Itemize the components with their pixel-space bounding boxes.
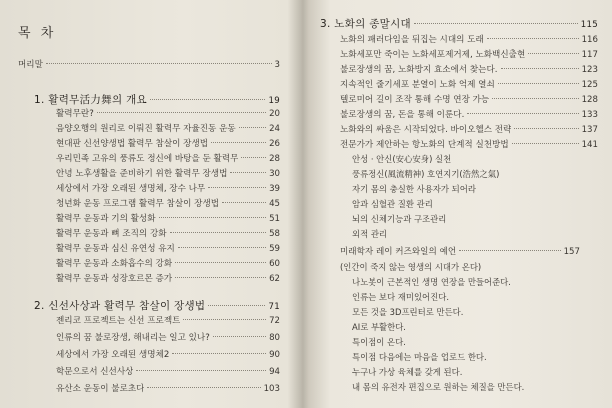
entry-label: 활력무 운동과 기의 활성화 (56, 214, 156, 224)
sub-item: 자기 몸의 충실한 사용자가 되어라 (352, 184, 476, 194)
toc-entry (340, 48, 598, 60)
leader-dots (159, 217, 267, 218)
entry-label: 활력무 운동과 성장호르몬 증가 (56, 274, 173, 284)
entry-page: 133 (581, 110, 598, 120)
entry-label: 텔로미어 길이 조작 통해 수명 연장 가능 (340, 95, 490, 105)
entry-label: 지속적인 줄기세포 분열이 노화 억제 열쇠 (340, 80, 495, 90)
sub-item: 뇌의 신체기능과 구조관리 (352, 214, 447, 224)
sub-item: 암과 심혈관 질환 관리 (352, 199, 433, 209)
entry-page: 157 (563, 247, 580, 257)
future-item: AI로 부활한다. (352, 322, 406, 332)
toc-entry (56, 272, 280, 284)
toc-title: 목 차 (18, 26, 57, 41)
leader-dots (208, 187, 266, 188)
entry-page: 90 (269, 350, 280, 360)
leader-dots (178, 247, 266, 248)
leader-dots (175, 262, 266, 263)
entry-label: 청년화 운동 프로그램 활력무 참살이 장생법 (56, 199, 220, 209)
leader-dots (175, 277, 266, 278)
toc-entry (56, 107, 280, 119)
entry-label: 세상에서 가장 오래된 생명체2 (56, 350, 170, 360)
leader-dots (150, 99, 266, 100)
toc-entry-intro (18, 58, 280, 70)
chapter-title: 2. 신선사상과 활력무 참살이 장생법 (34, 300, 206, 312)
toc-entry (340, 108, 598, 120)
toc-entry (56, 137, 280, 149)
toc-entry (340, 138, 598, 150)
entry-page: 20 (269, 109, 280, 119)
entry-page: 59 (269, 244, 280, 254)
entry-page: 72 (269, 316, 280, 326)
future-item: (인간이 죽지 않는 영생의 시대가 온다) (340, 262, 482, 272)
leader-dots (222, 202, 266, 203)
entry-label: 현대판 신선양생법 활력무 참살이 장생법 (56, 139, 209, 149)
entry-page: 62 (269, 274, 280, 284)
entry-label: 인류의 꿈 불로장생, 해내리는 일고 있나? (56, 333, 210, 343)
entry-label: 세상에서 가장 오래된 생명체, 장수 나무 (56, 184, 206, 194)
toc-entry (340, 93, 598, 105)
entry-label: 안녕 노후생활을 준비하기 위한 활력무 장생법 (56, 169, 228, 179)
toc-entry-future (340, 245, 580, 257)
entry-page: 58 (269, 229, 280, 239)
toc-entry (56, 382, 280, 394)
entry-page: 94 (269, 367, 280, 377)
future-item: 인류는 보다 재미있어진다. (352, 292, 449, 302)
entry-label: 노화와의 싸움은 시작되었다. 바이오헬스 전략 (340, 125, 512, 135)
entry-page: 103 (263, 384, 280, 394)
entry-label: 유산소 운동이 불로초다 (56, 384, 145, 394)
leader-dots (514, 128, 578, 129)
toc-entry (56, 212, 280, 224)
entry-page: 30 (269, 169, 280, 179)
entry-page: 137 (581, 125, 598, 135)
toc-entry (340, 78, 598, 90)
leader-dots (498, 83, 579, 84)
entry-label: 불로장생의 꿈, 노화방지 효소에서 찾는다. (340, 65, 498, 75)
entry-label: 미래학자 레이 커즈와일의 예언 (340, 247, 457, 257)
toc-entry (56, 242, 280, 254)
entry-page: 45 (269, 199, 280, 209)
entry-page: 24 (269, 124, 280, 134)
sub-item: 외적 관리 (352, 229, 388, 239)
entry-label: 노화세포만 죽이는 노화세포제거제, 노화백신출현 (340, 50, 526, 60)
chapter-1-heading (34, 92, 280, 107)
entry-page: 128 (581, 95, 598, 105)
leader-dots (208, 305, 265, 306)
entry-page: 60 (269, 259, 280, 269)
leader-dots (136, 370, 266, 371)
leader-dots (170, 232, 267, 233)
future-item: 누구나 가상 육체를 갖게 된다. (352, 367, 463, 377)
toc-entry (340, 63, 598, 75)
sub-item: 풍류정신(風流精神) 호연지기(浩然之氣) (352, 169, 500, 179)
future-item: 특이점이 온다. (352, 337, 406, 347)
entry-label: 불로장생의 꿈, 돈을 통해 이룬다. (340, 110, 465, 120)
entry-page: 117 (581, 50, 598, 60)
toc-entry (56, 348, 280, 360)
chapter-page: 115 (580, 20, 598, 30)
toc-entry (56, 182, 280, 194)
leader-dots (213, 336, 266, 337)
entry-label: 젠리코 프로젝트는 신선 프로젝트 (56, 316, 181, 326)
toc-entry (56, 331, 280, 343)
leader-dots (467, 113, 578, 114)
leader-dots (487, 38, 579, 39)
leader-dots (512, 143, 579, 144)
entry-label: 머리말 (18, 60, 43, 70)
entry-page: 26 (269, 139, 280, 149)
entry-label: 전문가가 제안하는 항노화의 단계적 실천방법 (340, 140, 509, 150)
chapter-page: 19 (268, 96, 280, 106)
leader-dots (211, 142, 266, 143)
entry-label: 활력무란? (56, 109, 94, 119)
future-item: 특이점 다음에는 마음을 업로드 한다. (352, 352, 487, 362)
toc-entry (56, 365, 280, 377)
chapter-3-heading (320, 16, 598, 31)
leader-dots (492, 98, 578, 99)
leader-dots (230, 172, 266, 173)
future-item: 모든 것을 3D프린터로 만든다. (352, 307, 464, 317)
leader-dots (46, 63, 272, 64)
leader-dots (501, 68, 579, 69)
entry-label: 활력무 운동과 소화흡수의 강화 (56, 259, 173, 269)
entry-label: 노화의 패러다임을 뒤집는 시대의 도래 (340, 35, 484, 45)
leader-dots (459, 250, 560, 251)
entry-page: 51 (269, 214, 280, 224)
chapter-2-heading (34, 298, 280, 313)
entry-page: 116 (581, 35, 598, 45)
future-item: 나노봇이 근본적인 생명 연장을 만들어준다. (352, 277, 511, 287)
leader-dots (241, 157, 266, 158)
toc-entry (56, 257, 280, 269)
leader-dots (183, 319, 266, 320)
right-page (306, 0, 612, 408)
entry-page: 28 (269, 154, 280, 164)
leader-dots (172, 353, 266, 354)
toc-entry (56, 152, 280, 164)
toc-entry (340, 33, 598, 45)
entry-label: 활력무 운동과 심신 유연성 유지 (56, 244, 175, 254)
leader-dots (528, 53, 578, 54)
entry-page: 80 (269, 333, 280, 343)
leader-dots (239, 127, 266, 128)
chapter-title: 1. 활력무活力舞의 개요 (34, 94, 147, 106)
sub-item: 안성 · 안신(安心安身) 실천 (352, 154, 452, 164)
leader-dots (147, 387, 260, 388)
entry-page: 125 (581, 80, 598, 90)
toc-entry (56, 122, 280, 134)
entry-page: 3 (274, 60, 280, 70)
toc-entry (56, 167, 280, 179)
entry-page: 141 (581, 140, 598, 150)
toc-entry (56, 227, 280, 239)
entry-page: 39 (269, 184, 280, 194)
toc-entry (340, 123, 598, 135)
entry-label: 음양오행의 원리로 이뤄진 활력무 자율진동 운동 (56, 124, 236, 134)
chapter-title: 3. 노화의 종말시대 (320, 18, 411, 30)
entry-label: 우리민족 고유의 풍류도 정신에 바탕을 둔 활력무 (56, 154, 239, 164)
entry-label: 학문으로서 신선사상 (56, 367, 134, 377)
leader-dots (97, 112, 266, 113)
entry-page: 123 (581, 65, 598, 75)
toc-entry (56, 197, 280, 209)
toc-entry (56, 314, 280, 326)
entry-label: 활력무 운동과 뼈 조직의 강화 (56, 229, 167, 239)
chapter-page: 71 (268, 302, 280, 312)
future-item: 내 몸의 유전자 편집으로 원하는 체질을 만든다. (352, 382, 525, 392)
left-page (0, 0, 300, 408)
leader-dots (414, 23, 578, 24)
